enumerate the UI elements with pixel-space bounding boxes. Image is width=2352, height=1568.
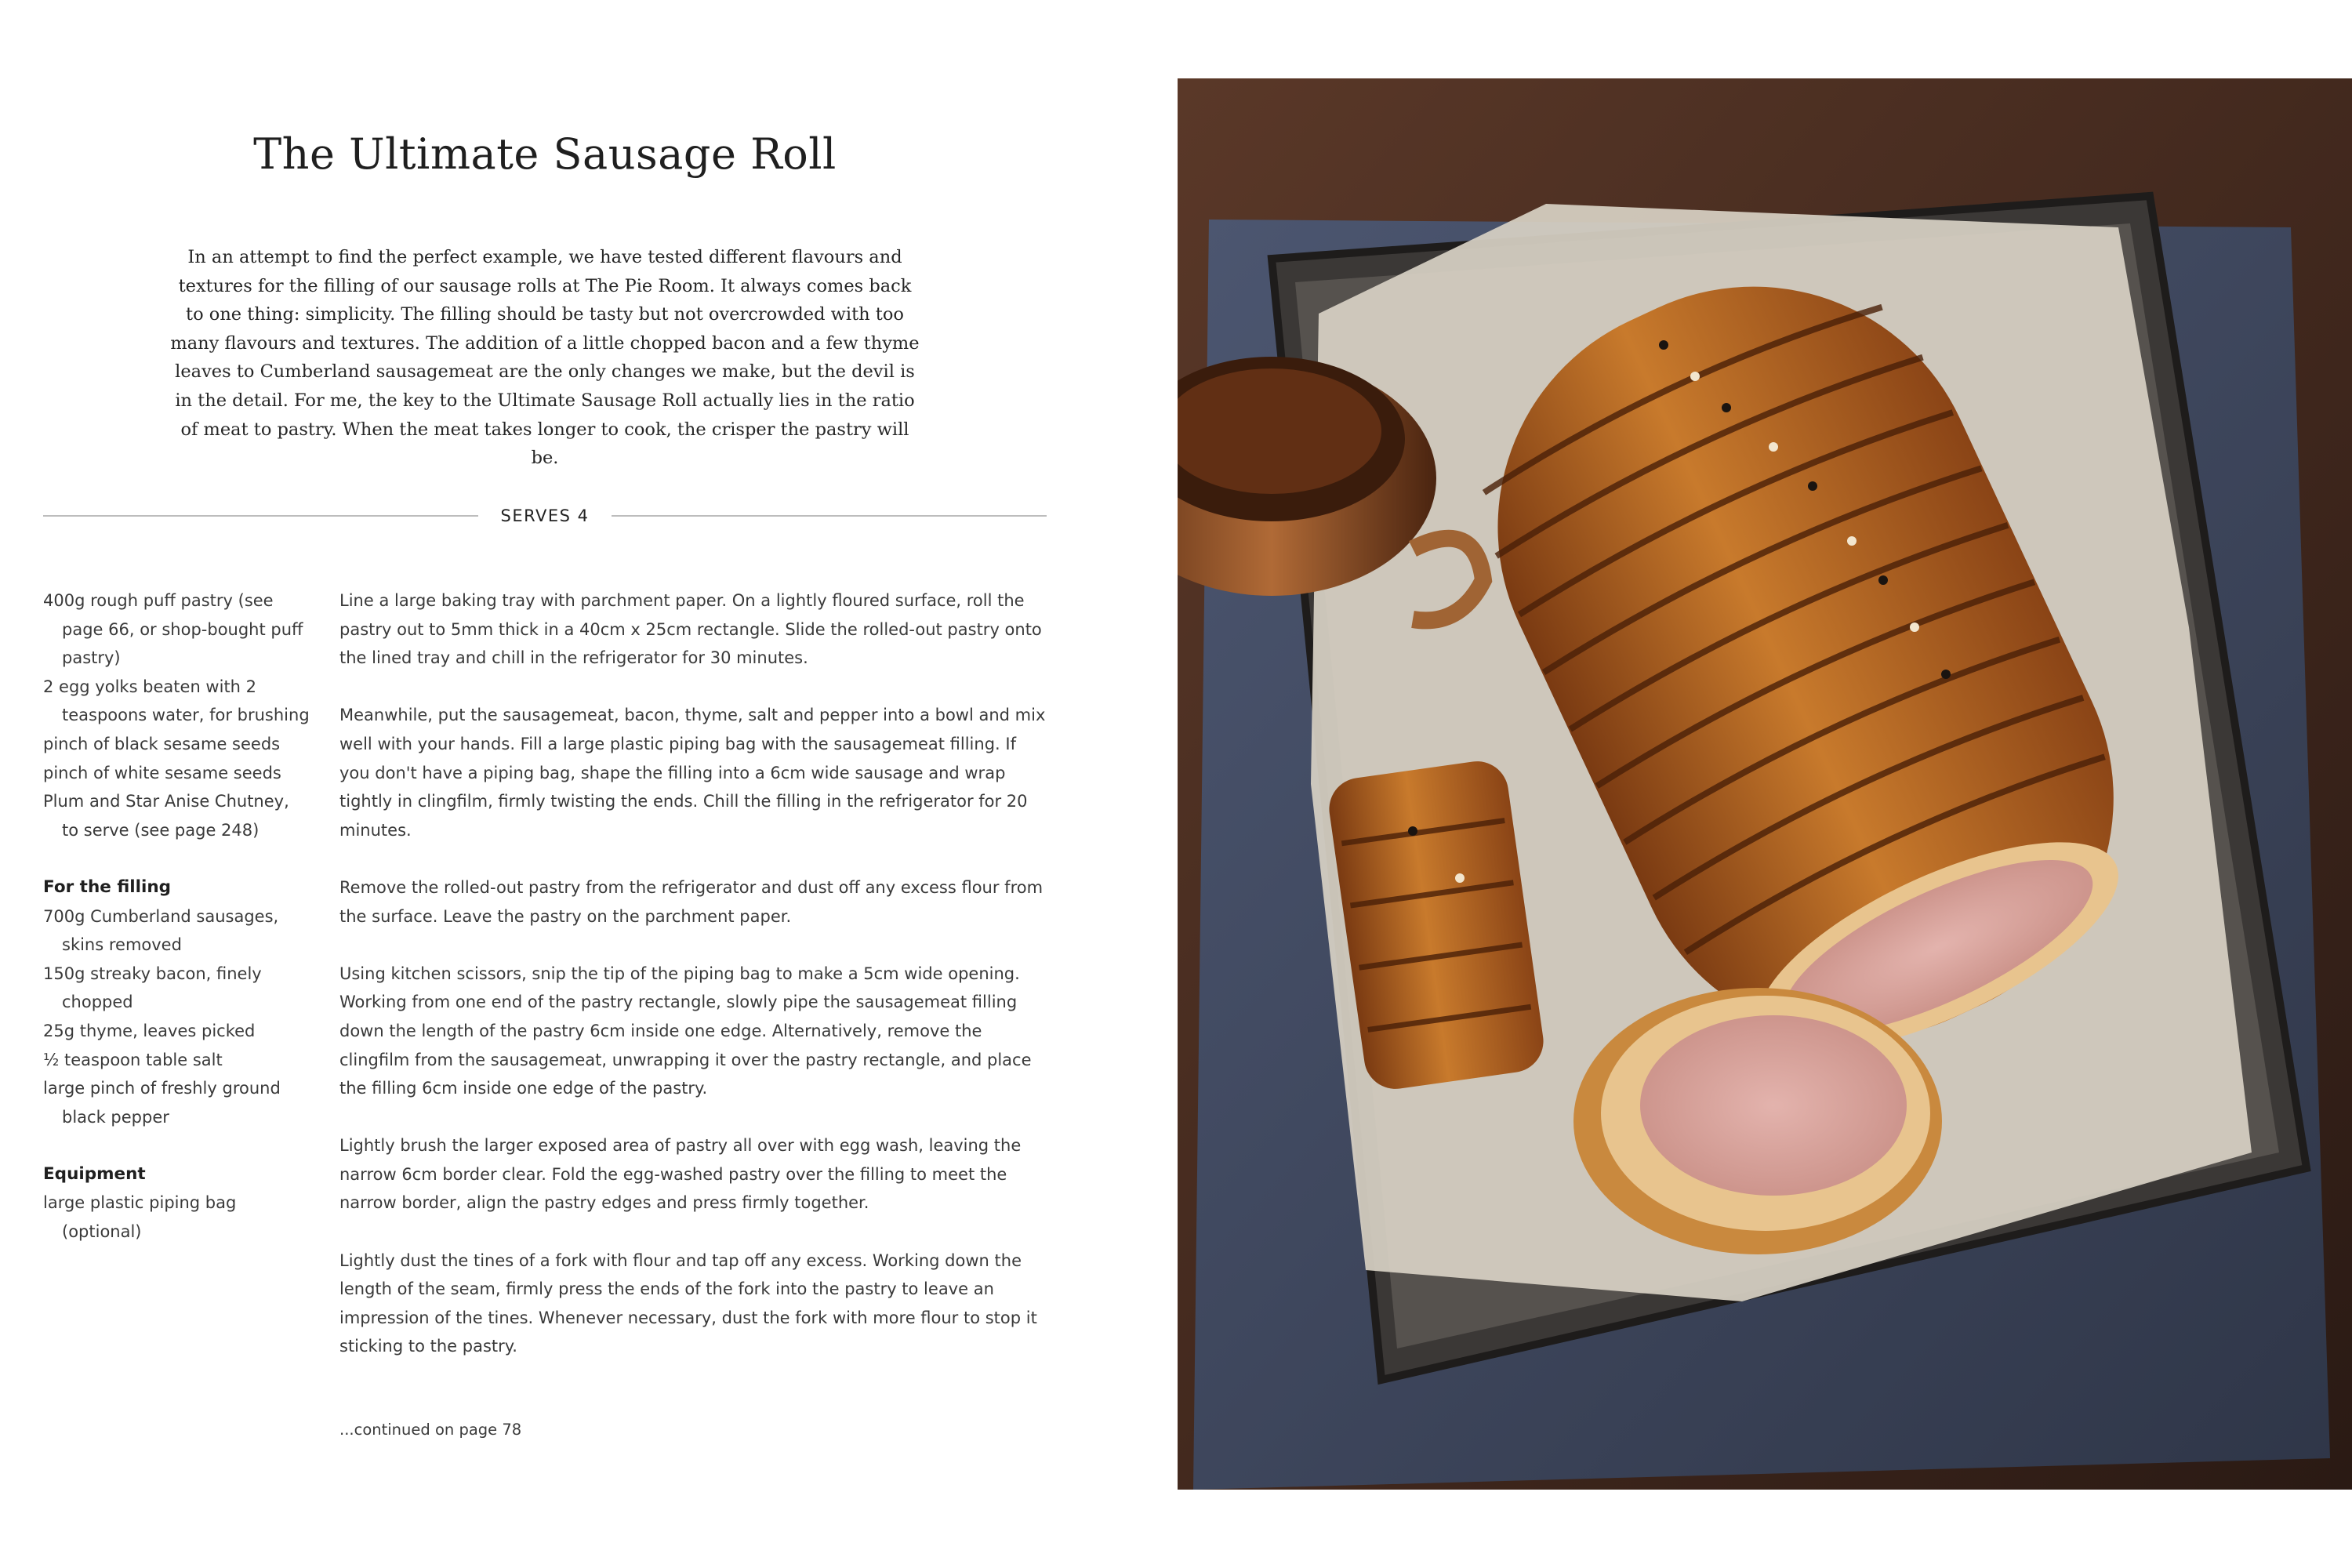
continued-note: ...continued on page 78 bbox=[339, 1421, 522, 1439]
ingredients-equipment bbox=[43, 1160, 310, 1247]
method-step: Line a large baking tray with parchment paper. On a lightly floured surface, roll the pastry out to 5mm thick in a 40cm x 25cm rectangle. Slide the rolled-out pastry onto the lined tray and chill in the refrigerator for 30 minutes. bbox=[339, 591, 1042, 668]
ingredient-item: ½ teaspoon table salt bbox=[43, 1050, 223, 1069]
ingredients-list bbox=[43, 586, 310, 1247]
sausage-roll-photo bbox=[1178, 78, 2352, 1490]
white-sesame-seed bbox=[1847, 536, 1857, 546]
method-step: Lightly dust the tines of a fork with flour and tap off any excess. Working down the length of the seam, firmly press the ends of the fork into the pastry to leave an impression of the tines. Whenever necessary, dust the fork with more flour to stop it sticking to the pastry. bbox=[339, 1250, 1037, 1356]
method-step: Remove the rolled-out pastry from the refrigerator and dust off any excess flour from the surface. Leave the pastry on the parchment paper. bbox=[339, 877, 1044, 926]
slice-round bbox=[1573, 988, 1942, 1254]
equipment-item: large plastic piping bag (optional) bbox=[43, 1193, 237, 1242]
ingredient-item: 400g rough puff pastry (see page 66, or shop-bought puff pastry) bbox=[43, 591, 303, 668]
method-step: Using kitchen scissors, snip the tip of the piping bag to make a 5cm wide opening. Working from one end of the pastry rectangle, slowly pipe the sausagemeat filling down the length of the pastry 6cm inside one edge. Alternatively, remove the clingfilm from the sausagemeat, unwrapping it over the pastry rectangle, and place the filling 6cm inside one edge of the pastry. bbox=[339, 964, 1032, 1098]
divider-rule-left bbox=[43, 515, 478, 517]
ingredient-item: 2 egg yolks beaten with 2 teaspoons water, for brushing bbox=[43, 677, 310, 725]
ingredient-item: pinch of white sesame seeds bbox=[43, 763, 281, 782]
ingredients-main bbox=[43, 586, 310, 844]
method-step: Meanwhile, put the sausagemeat, bacon, thyme, salt and pepper into a bowl and mix well with your hands. Fill a large plastic piping bag with the sausagemeat filling. If you don't have a piping bag, shape the filling into a 6cm wide sausage and wrap tightly in clingfilm, firmly twisting the ends. Chill the filling in the refrigerator for 20 minutes. bbox=[339, 706, 1046, 840]
method-steps bbox=[339, 586, 1049, 1390]
serves-divider bbox=[43, 502, 1047, 530]
recipe-intro: In an attempt to find the perfect example, we have tested different flavours and textures for the filling of our sausage rolls at The Pie Room. It always comes back to one thing: simplicity. The filling should be tasty but not overcrowded with too many flavours and textures. The addition of a little chopped bacon and a few thyme leaves to Cumberland sausagemeat are the only changes we make, but the devil is in the detail. For me, the key to the Ultimate Sausage Roll actually lies in the ratio of meat to pastry. When the meat takes longer to cook, the crisper the pastry will be. bbox=[170, 247, 920, 469]
ingredient-item: 700g Cumberland sausages, skins removed bbox=[43, 906, 279, 955]
black-sesame-seed bbox=[1941, 670, 1951, 679]
white-sesame-seed bbox=[1455, 873, 1465, 883]
filling-heading: For the filling bbox=[43, 877, 172, 897]
serves-label: SERVES 4 bbox=[500, 506, 590, 525]
method-step: Lightly brush the larger exposed area of pastry all over with egg wash, leaving the narrow 6cm border clear. Fold the egg-washed pastry over the filling to meet the narrow border, align the pastry edges and press firmly together. bbox=[339, 1136, 1022, 1213]
black-sesame-seed bbox=[1808, 481, 1817, 491]
ingredient-item: 150g streaky bacon, finely chopped bbox=[43, 964, 262, 1012]
ingredient-item: Plum and Star Anise Chutney, to serve (see page 248) bbox=[43, 792, 289, 840]
white-sesame-seed bbox=[1690, 372, 1700, 381]
equipment-heading: Equipment bbox=[43, 1163, 146, 1184]
black-sesame-seed bbox=[1408, 826, 1417, 836]
black-sesame-seed bbox=[1878, 575, 1888, 585]
black-sesame-seed bbox=[1659, 340, 1668, 350]
white-sesame-seed bbox=[1769, 442, 1778, 452]
ingredient-item: 25g thyme, leaves picked bbox=[43, 1021, 256, 1040]
ingredients-filling bbox=[43, 873, 310, 1131]
ingredient-item: pinch of black sesame seeds bbox=[43, 734, 281, 753]
slice-filling bbox=[1640, 1015, 1907, 1196]
white-sesame-seed bbox=[1910, 622, 1919, 632]
photo-illustration bbox=[1178, 78, 2352, 1490]
black-sesame-seed bbox=[1722, 403, 1731, 412]
ingredient-item: large pinch of freshly ground black pepper bbox=[43, 1079, 281, 1127]
divider-rule-right bbox=[612, 515, 1047, 517]
recipe-title: The Ultimate Sausage Roll bbox=[253, 129, 837, 179]
